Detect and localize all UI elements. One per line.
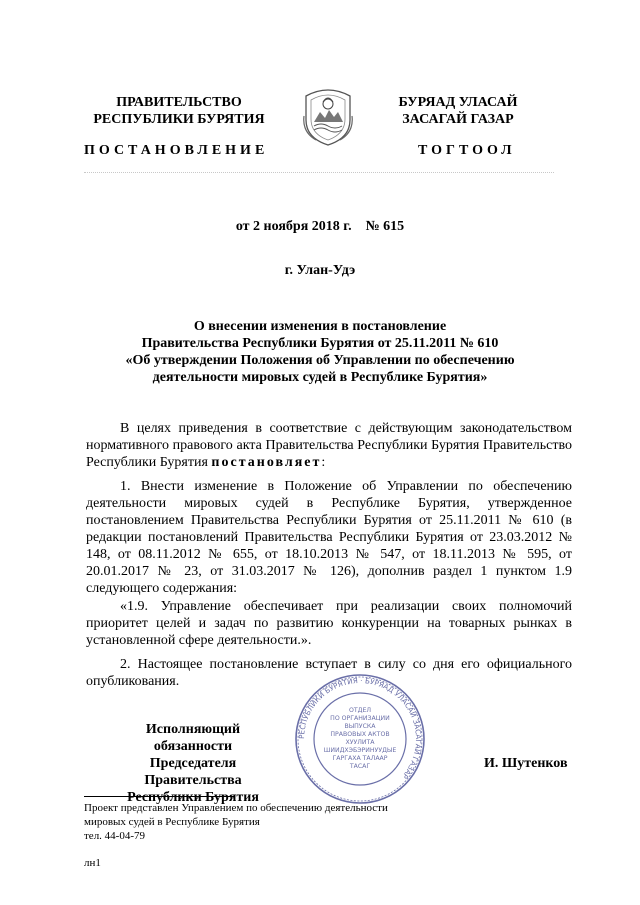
stamp-inner-line: ТАСАГ (349, 763, 371, 770)
stamp-inner-line: ГАРГАХА ТАЛААР (332, 755, 388, 762)
paragraph-1: 1. Внести изменение в Положение об Управлении по обеспечению деятельности мировых судей в Республике Бурятия, утвержденное постановлением Правительства Республики Бурятия от 25.11.2011 № 610 (в редакции постановлений Правительства Республики Бурятия от 23.03.2012 № 148, от 08.11.2012 № 655, от 18.10.2013 № 547, от 18.11.2013 № 595, от 20.01.2017 № 23, от 31.03.2017 № 126), дополнив раздел 1 пунктом 1.9 следующего содержания: (86, 479, 572, 596)
footer-code: лн1 (84, 857, 101, 869)
signatory-position-line: Председателя Правительства (144, 756, 242, 788)
footer-line: тел. 44-04-79 (84, 830, 146, 842)
stamp-inner-line: ХУУЛИТА (345, 739, 375, 746)
stamp-inner-line: ОТДЕЛ (348, 707, 372, 714)
coat-of-arms-buryatia-icon (298, 82, 358, 148)
stamp-inner-line: ПО ОРГАНИЗАЦИИ (330, 715, 390, 722)
preamble-colon: : (321, 455, 326, 470)
document-date-number: от 2 ноября 2018 г. № 615 (235, 219, 405, 234)
signatory-name: И. Шутенков (484, 756, 568, 771)
official-stamp (293, 672, 427, 806)
footer-line: мировых судей в Республике Бурятия (84, 816, 260, 828)
footer-line: Проект представлен Управлением по обеспечению деятельности (84, 802, 388, 814)
document-subject (0, 318, 640, 386)
header-right-org (370, 94, 546, 128)
paragraph-1-quote: «1.9. Управление обеспечивает при реализации своих полномочий приоритет целей и задач по развитию конкуренции на товарных рынках в установленной сфере деятельности.». (86, 599, 572, 648)
subject-line: О внесении изменения в постановление (193, 319, 447, 334)
signatory-position-line: Республики Бурятия (127, 790, 259, 805)
subject-line: «Об утверждении Положения об Управлении по обеспечению (125, 353, 515, 368)
header-right-title: ТОГТООЛ (418, 143, 516, 158)
subject-line: деятельности мировых судей в Республике Бурятия» (152, 370, 488, 385)
preamble-paragraph (86, 420, 572, 471)
header-divider (84, 172, 554, 173)
decree-word: постановляет (211, 455, 322, 470)
stamp-inner-line: ШИИДХЭБЭРИНУУДЫЕ (323, 747, 397, 754)
stamp-outer-text-path: РЕСПУБЛИКИ БУРЯТИЯ · БУРЯАД УЛАСАЙ ЗАСАГАЙ ГАЗАР (296, 675, 424, 781)
document-city: г. Улан-Удэ (284, 263, 356, 278)
signatory-position (108, 721, 278, 806)
header-left-org-line: РЕСПУБЛИКИ БУРЯТИЯ (93, 112, 265, 127)
preamble-text: В целях приведения в соответствие с действующим законодательством нормативного правового акта Правительства Республики Бурятия Правительство Республики Бурятия (86, 421, 572, 470)
stamp-inner-line: ВЫПУСКА (344, 723, 376, 730)
header-left-org (84, 94, 274, 128)
paragraph-2: 2. Настоящее постановление вступает в силу со дня его официального опубликования. (86, 657, 572, 689)
subject-line: Правительства Республики Бурятия от 25.11.2011 № 610 (141, 336, 499, 351)
stamp-inner-line: ПРАВОВЫХ АКТОВ (330, 731, 390, 738)
header-left-title: ПОСТАНОВЛЕНИЕ (84, 143, 269, 158)
header-left-org-line: ПРАВИТЕЛЬСТВО (116, 95, 242, 110)
footer-divider (84, 796, 234, 797)
header-right-org-line: ЗАСАГАЙ ГАЗАР (402, 112, 514, 127)
header-right-org-line: БУРЯАД УЛАСАЙ (398, 95, 518, 110)
footer-note (84, 801, 444, 843)
signatory-position-line: Исполняющий обязанности (145, 722, 241, 754)
